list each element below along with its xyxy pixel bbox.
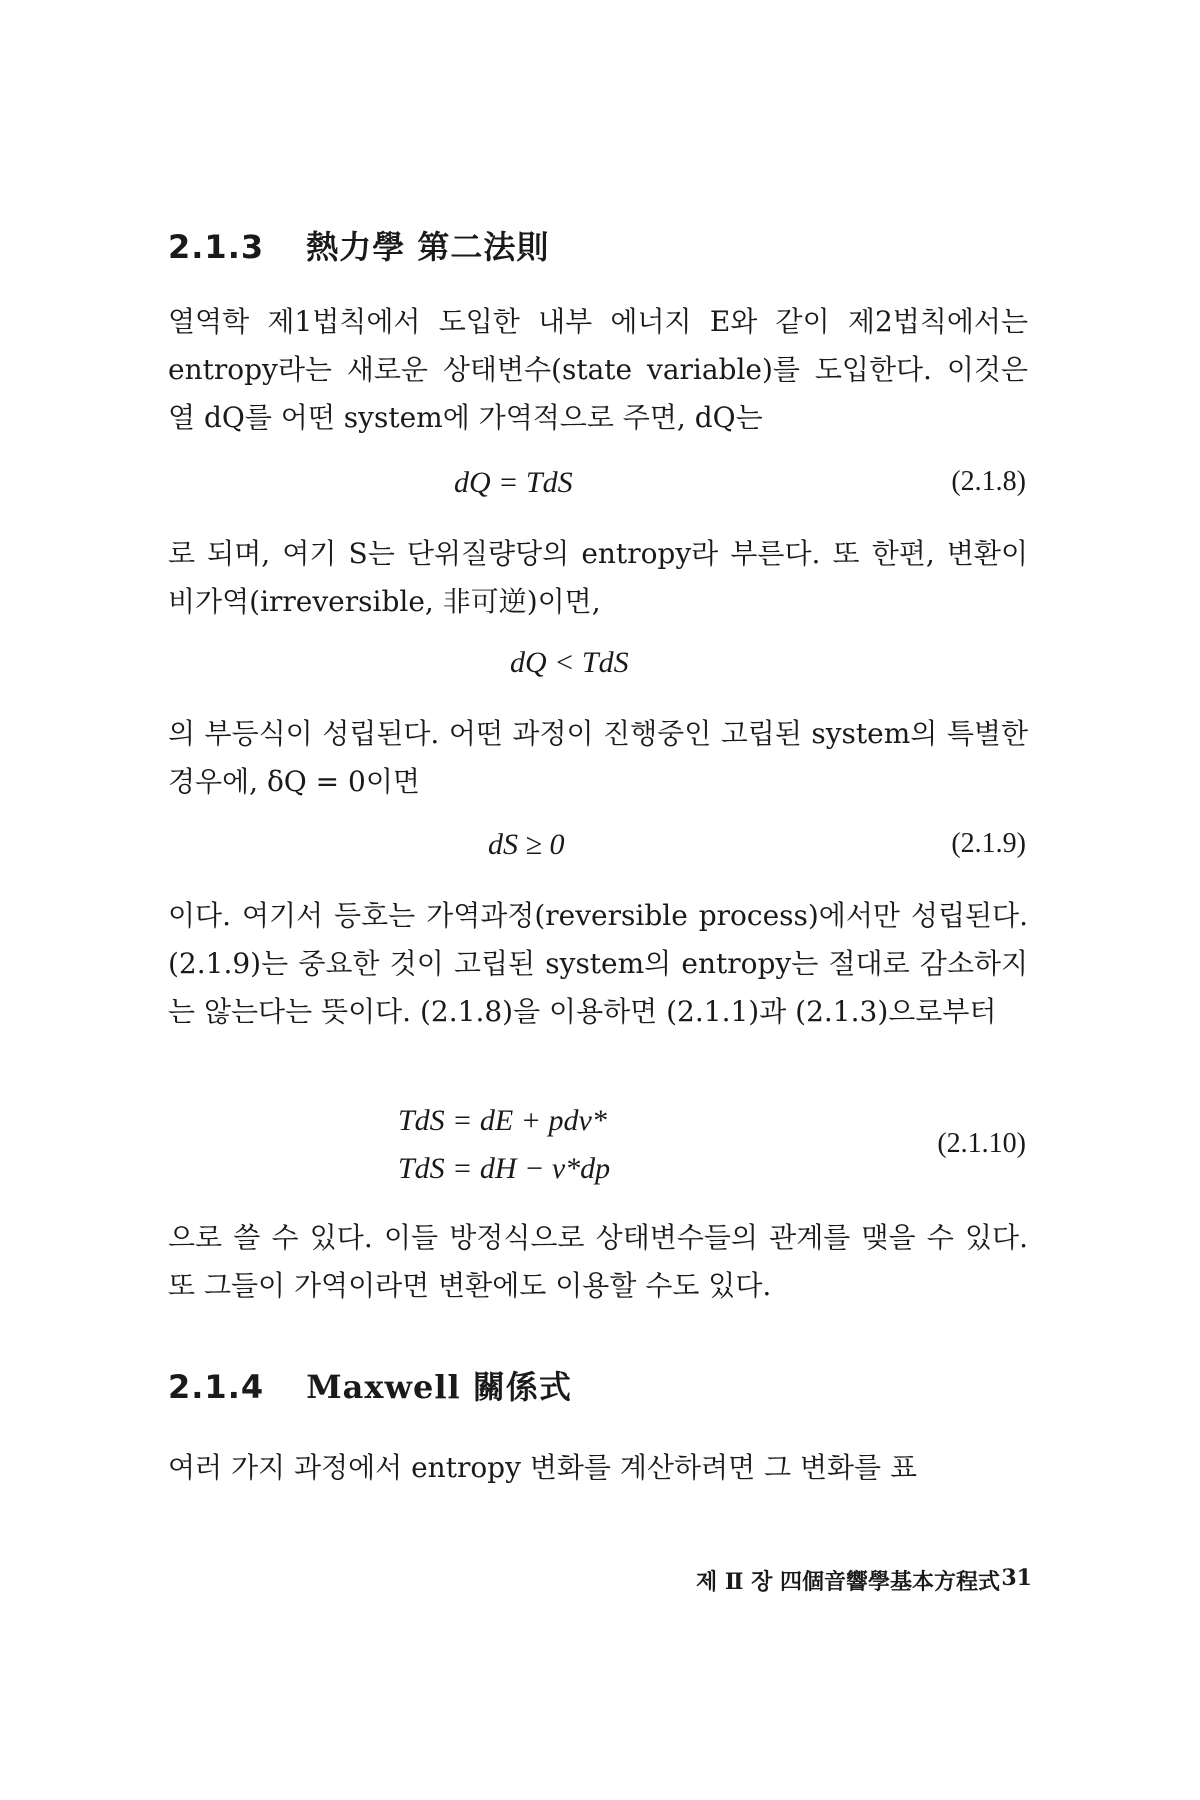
section-title: 熱力學 第二法則 (306, 228, 550, 266)
page-footer (0, 1565, 1200, 1605)
equation-line-2: TdS = dH − v*dp (398, 1152, 611, 1185)
section-heading-2-1-3 (168, 222, 549, 268)
page-number: 31 (1001, 1565, 1032, 1591)
equation-number: (2.1.9) (951, 828, 1026, 859)
equation-2-1-10 (0, 1104, 1200, 1194)
equation-2-1-8 (0, 466, 1200, 506)
paragraph-reversible: 이다. 여기서 등호는 가역과정(reversible process)에서만 성립된다. (2.1.9)는 중요한 것이 고립된 system의 entropy는 절대로 감소하지는 않는다는 뜻이다. (2.1.8)을 이용하면 (2.1.1)과 (2.1.3)으로부터 (168, 899, 1028, 1028)
equation-2-1-9 (0, 828, 1200, 868)
section-number: 2.1.4 (168, 1368, 265, 1406)
section-heading-2-1-4 (168, 1362, 572, 1408)
paragraph-inequality: 의 부등식이 성립된다. 어떤 과정이 진행중인 고립된 system의 특별한 경우에, δQ = 0이면 (168, 717, 1028, 798)
paragraph-entropy-intro: 열역학 제1법칙에서 도입한 내부 에너지 E와 같이 제2법칙에서는 entropy라는 새로운 상태변수(state variable)를 도입한다. 이것은 열 dQ를 어떤 system에 가역적으로 주면, dQ는 (168, 305, 1028, 434)
equation-number: (2.1.8) (951, 466, 1026, 497)
paragraph-entropy-change: 여러 가지 과정에서 entropy 변화를 계산하려면 그 변화를 표 (168, 1451, 918, 1484)
equation-number: (2.1.10) (937, 1128, 1026, 1159)
section-number: 2.1.3 (168, 228, 265, 266)
equation-expression: dQ = TdS (454, 466, 573, 499)
equation-expression: dQ < TdS (510, 646, 629, 679)
section-title: Maxwell 關係式 (306, 1368, 572, 1406)
equation-inequality (0, 646, 1200, 686)
chapter-title: 제 Ⅱ 장 四個音響學基本方程式 (695, 1569, 1000, 1595)
equation-line-1: TdS = dE + pdv* (398, 1104, 607, 1137)
paragraph-entropy-definition: 로 되며, 여기 S는 단위질량당의 entropy라 부른다. 또 한편, 변환이 비가역(irreversible, 非可逆)이면, (168, 537, 1028, 618)
paragraph-state-relations: 으로 쓸 수 있다. 이들 방정식으로 상태변수들의 관계를 맺을 수 있다. 또 그들이 가역이라면 변환에도 이용할 수도 있다. (168, 1221, 1028, 1302)
equation-expression: dS ≥ 0 (488, 828, 565, 861)
